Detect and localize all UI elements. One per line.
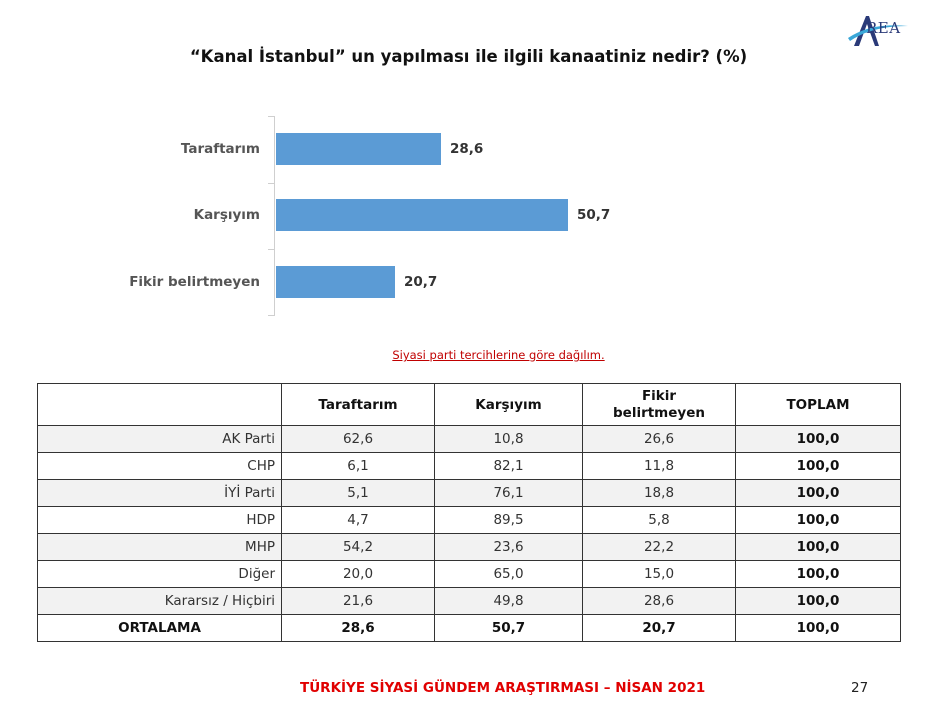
row-label: İYİ Parti xyxy=(38,480,282,507)
cell-karsiyim: 65,0 xyxy=(435,561,583,588)
bar-label: Taraftarım xyxy=(180,141,260,157)
table-row xyxy=(38,561,901,588)
table-subtitle-link[interactable]: Siyasi parti tercihlerine göre dağılım. xyxy=(392,348,605,362)
logo-text: REA xyxy=(866,19,901,37)
header-empty xyxy=(38,384,282,426)
axis-tick xyxy=(268,116,275,117)
bar-label: Fikir belirtmeyen xyxy=(129,274,260,290)
axis-tick xyxy=(268,183,275,184)
cell-fikir-belirtmeyen: 20,7 xyxy=(583,615,736,642)
cell-taraftarim: 20,0 xyxy=(282,561,435,588)
cell-taraftarim: 5,1 xyxy=(282,480,435,507)
table-row xyxy=(38,426,901,453)
cell-karsiyim: 82,1 xyxy=(435,453,583,480)
cell-taraftarim: 4,7 xyxy=(282,507,435,534)
cell-fikir-belirtmeyen: 15,0 xyxy=(583,561,736,588)
row-label: MHP xyxy=(38,534,282,561)
bar-value-label: 28,6 xyxy=(450,141,484,157)
chart-title: “Kanal İstanbul” un yapılması ile ilgili kanaatiniz nedir? (%) xyxy=(189,47,748,66)
row-label: Kararsız / Hiçbiri xyxy=(38,588,282,615)
cell-toplam: 100,0 xyxy=(736,615,901,642)
cell-toplam: 100,0 xyxy=(736,480,901,507)
cell-fikir-belirtmeyen: 11,8 xyxy=(583,453,736,480)
table-header-row xyxy=(38,384,901,426)
bar-label: Karşıyım xyxy=(193,207,260,223)
table-row xyxy=(38,588,901,615)
axis-tick xyxy=(268,249,275,250)
cell-toplam: 100,0 xyxy=(736,426,901,453)
cell-karsiyim: 49,8 xyxy=(435,588,583,615)
table-row xyxy=(38,507,901,534)
cell-taraftarim: 21,6 xyxy=(282,588,435,615)
cell-taraftarim: 28,6 xyxy=(282,615,435,642)
header-karsiyim: Karşıyım xyxy=(435,384,583,426)
axis-tick xyxy=(268,315,275,316)
header-toplam: TOPLAM xyxy=(736,384,901,426)
table-row xyxy=(38,534,901,561)
footer-title: TÜRKİYE SİYASİ GÜNDEM ARAŞTIRMASI – NİSAN 2021 xyxy=(300,680,706,696)
cell-fikir-belirtmeyen: 18,8 xyxy=(583,480,736,507)
party-breakdown-table xyxy=(37,383,901,642)
cell-fikir-belirtmeyen: 5,8 xyxy=(583,507,736,534)
cell-toplam: 100,0 xyxy=(736,561,901,588)
cell-taraftarim: 6,1 xyxy=(282,453,435,480)
bar-value-label: 20,7 xyxy=(404,274,438,290)
cell-toplam: 100,0 xyxy=(736,588,901,615)
bar xyxy=(276,199,568,231)
bar xyxy=(276,133,441,165)
cell-toplam: 100,0 xyxy=(736,534,901,561)
cell-karsiyim: 89,5 xyxy=(435,507,583,534)
row-label: Diğer xyxy=(38,561,282,588)
cell-toplam: 100,0 xyxy=(736,507,901,534)
table-row-average xyxy=(38,615,901,642)
cell-fikir-belirtmeyen: 26,6 xyxy=(583,426,736,453)
y-axis xyxy=(274,116,275,316)
table-row xyxy=(38,480,901,507)
bar-value-label: 50,7 xyxy=(577,207,611,223)
row-label: AK Parti xyxy=(38,426,282,453)
row-label: ORTALAMA xyxy=(38,615,282,642)
cell-toplam: 100,0 xyxy=(736,453,901,480)
row-label: CHP xyxy=(38,453,282,480)
cell-karsiyim: 76,1 xyxy=(435,480,583,507)
cell-fikir-belirtmeyen: 22,2 xyxy=(583,534,736,561)
row-label: HDP xyxy=(38,507,282,534)
header-taraftarim: Taraftarım xyxy=(282,384,435,426)
cell-taraftarim: 54,2 xyxy=(282,534,435,561)
cell-karsiyim: 23,6 xyxy=(435,534,583,561)
cell-karsiyim: 10,8 xyxy=(435,426,583,453)
table-row xyxy=(38,453,901,480)
bar xyxy=(276,266,395,298)
header-fikir-belirtmeyen: Fikir belirtmeyen xyxy=(583,384,736,426)
cell-fikir-belirtmeyen: 28,6 xyxy=(583,588,736,615)
page-number: 27 xyxy=(851,680,869,696)
cell-taraftarim: 62,6 xyxy=(282,426,435,453)
cell-karsiyim: 50,7 xyxy=(435,615,583,642)
